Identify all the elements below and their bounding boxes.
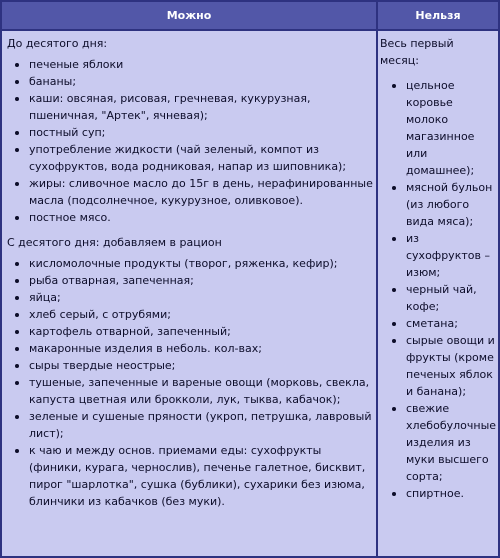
list-item: к чаю и между основ. приемами еды: сухофрукты (финики, курага, чернослив), печенье галетное, бисквит, пирог "шарлотка", сушка (бублики), сухарики без изюма, блинчики из кабачков (без муки). xyxy=(7,442,373,510)
list-item: спиртное. xyxy=(380,485,496,502)
list-item: картофель отварной, запеченный; xyxy=(7,323,373,340)
list-item: зеленые и сушеные пряности (укроп, петрушка, лавровый лист); xyxy=(7,408,373,442)
list-item: макаронные изделия в неболь. кол-вах; xyxy=(7,340,373,357)
column-divider xyxy=(376,2,378,556)
list-item: жиры: сливочное масло до 15г в день, нерафинированные масла (подсолнечное, кукурузное, оливковое). xyxy=(7,175,373,209)
list-from-day-10 xyxy=(7,255,373,510)
list-item: бананы; xyxy=(7,73,373,90)
list-item: хлеб серый, с отрубями; xyxy=(7,306,373,323)
list-item: тушеные, запеченные и вареные овощи (морковь, свекла, капуста цветная или брокколи, лук, тыква, кабачок); xyxy=(7,374,373,408)
list-item: сыры твердые неострые; xyxy=(7,357,373,374)
list-item: свежие хлебобулочные изделия из муки высшего сорта; xyxy=(380,400,496,485)
list-item: мясной бульон (из любого вида мяса); xyxy=(380,179,496,230)
list-item: черный чай, кофе; xyxy=(380,281,496,315)
forbidden-column xyxy=(380,31,496,510)
header-forbidden: Нельзя xyxy=(378,2,498,29)
list-item: сметана; xyxy=(380,315,496,332)
list-item: рыба отварная, запеченная; xyxy=(7,272,373,289)
list-item: каши: овсяная, рисовая, гречневая, кукурузная, пшеничная, "Артек", ячневая); xyxy=(7,90,373,124)
allowed-column xyxy=(7,31,373,518)
list-item: из сухофруктов – изюм; xyxy=(380,230,496,281)
list-item: кисломолочные продукты (творог, ряженка, кефир); xyxy=(7,255,373,272)
section-title-first-month: Весь первый месяц: xyxy=(380,37,454,67)
list-item: постный суп; xyxy=(7,124,373,141)
list-before-day-10 xyxy=(7,56,373,226)
header-allowed: Можно xyxy=(2,2,376,29)
list-item: печеные яблоки xyxy=(7,56,373,73)
list-item: постное мясо. xyxy=(7,209,373,226)
forbidden-list xyxy=(380,77,496,502)
list-item: сырые овощи и фрукты (кроме печеных яблок и банана); xyxy=(380,332,496,400)
list-item: цельное коровье молоко магазинное или домашнее); xyxy=(380,77,496,179)
section-title-from-day-10: С десятого дня: добавляем в рацион xyxy=(7,236,222,249)
list-item: яйца; xyxy=(7,289,373,306)
section-title-before-day-10: До десятого дня: xyxy=(7,37,108,50)
list-item: употребление жидкости (чай зеленый, компот из сухофруктов, вода родниковая, напар из шиповника); xyxy=(7,141,373,175)
